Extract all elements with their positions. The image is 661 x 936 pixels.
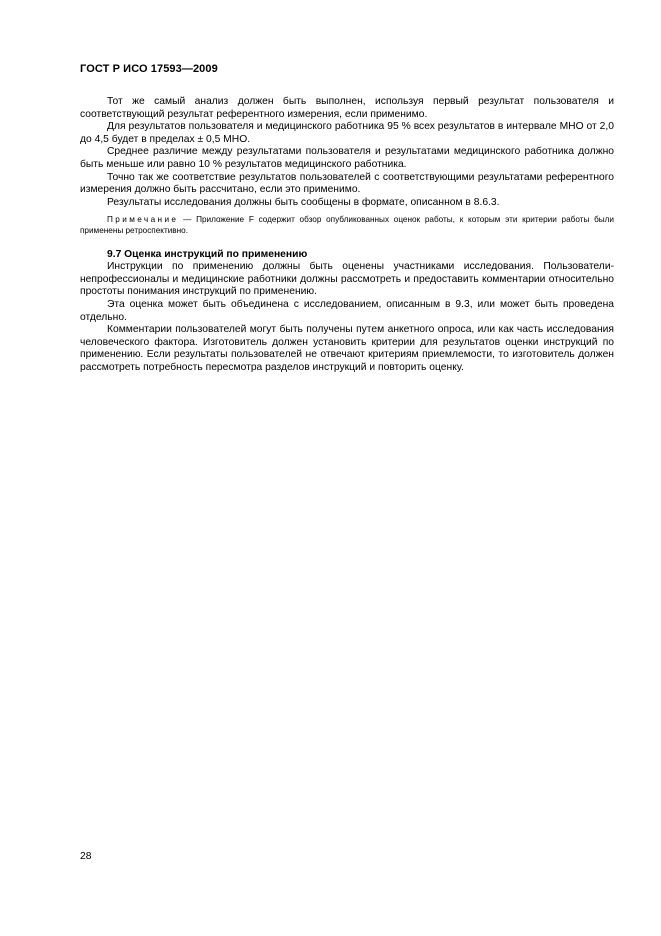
paragraph-mean-difference: Среднее различие между результатами пользователя и результатами медицинского работника должно быть меньше или равно 10 % результатов медицинского работника. [80,146,614,170]
paragraph-inr-interval: Для результатов пользователя и медицинского работника 95 % всех результатов в интервале МНО от 2,0 до 4,5 будет в пределах ± 0,5 МНО. [80,121,614,145]
note-text: — Приложение F содержит обзор опубликованных оценок работы, к которым эти критерии работы были применены ретроспективно. [80,215,614,235]
page-number: 28 [80,851,92,862]
paragraph-analysis: Тот же самый анализ должен быть выполнен, используя первый результат пользователя и соответствующий результат референтного измерения, если применимо. [80,96,614,120]
section-paragraph: Инструкции по применению должны быть оценены участниками исследования. Пользователи-непрофессионалы и медицинские работники должны рассмотреть и предоставить комментарии относительно простоты понимания инструкций по применению. [80,261,614,298]
note-label: Примечание [107,215,179,225]
paragraph-reference-agreement: Точно так же соответствие результатов пользователей с соответствующими результатами референтного измерения должно быть рассчитано, если это применимо. [80,171,614,196]
document-body [80,96,614,374]
note [80,215,614,236]
document-header: ГОСТ Р ИСО 17593—2009 [80,63,218,75]
section-heading: 9.7 Оценка инструкций по применению [107,248,308,260]
section-paragraph: Комментарии пользователей могут быть получены путем анкетного опроса, или как часть исследования человеческого фактора. Изготовитель должен установить критерии для результатов оценки инструкций по применению. Если результаты пользователей не отвечают критериям приемлемости, то изготовитель должен рассмотреть потребность пересмотра разделов инструкций и повторить оценку. [80,324,614,373]
section-paragraph: Эта оценка может быть объединена с исследованием, описанным в 9.3, или может быть проведена отдельно. [80,298,614,323]
paragraph-report-format: Результаты исследования должны быть сообщены в формате, описанном в 8.6.3. [107,196,500,208]
